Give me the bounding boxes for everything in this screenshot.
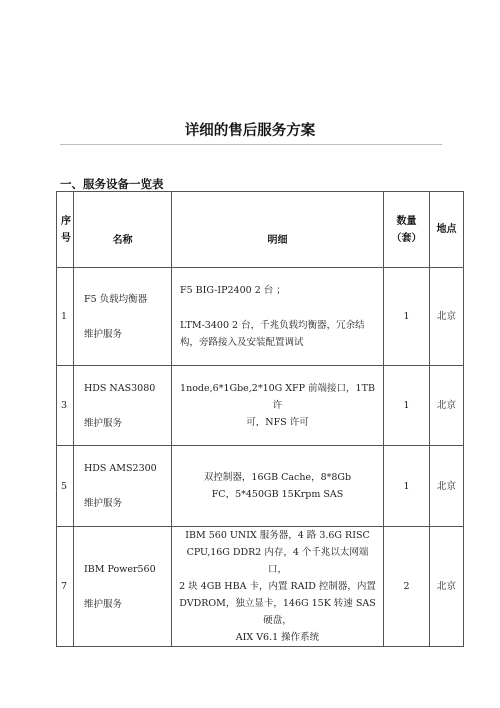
header-name: 名称 [74,192,172,268]
table-row [57,446,464,527]
table-row [57,366,464,446]
row-detail: F5 BIG-IP2400 2 台 ； LTM-3400 2 台，千兆负载均衡器，冗余结 构，旁路接入及安装配置调试 [172,268,384,366]
table-header-row [57,192,464,268]
header-qty: 数量 （套） [384,192,430,268]
row-qty: 2 [384,527,430,647]
service-equipment-table [56,191,464,647]
row-no: 7 [57,527,74,647]
table-row [57,268,464,366]
title-divider [60,144,442,145]
page-title: 详细的售后服务方案 [184,123,316,139]
row-detail: 1node,6*1Gbe,2*10G XFP 前端接口，1TB 许 可，NFS 许可 [172,366,384,446]
row-detail: IBM 560 UNIX 服务器，4 路 3.6G RISC CPU,16G DDR2 内存，4 个千兆以太网端口， 2 块 4GB HBA 卡，内置 RAID 控制器，内置 DVDROM，独立显卡，146G 15K 转速 SAS 硬盘， AIX V6.1 操作系统 [172,527,384,647]
row-no: 5 [57,446,74,527]
row-name: HDS NAS3080 维护服务 [74,366,172,446]
header-location: 地点 [430,192,464,268]
row-no: 1 [57,268,74,366]
row-location: 北京 [430,527,464,647]
section-heading: 一、服务设备一览表 [60,177,164,191]
table-row [57,527,464,647]
row-detail: 双控制器，16GB Cache，8*8Gb FC，5*450GB 15Krpm SAS [172,446,384,527]
row-qty: 1 [384,268,430,366]
row-location: 北京 [430,268,464,366]
row-name: HDS AMS2300 维护服务 [74,446,172,527]
row-no: 3 [57,366,74,446]
row-qty: 1 [384,446,430,527]
row-name: IBM Power560 维护服务 [74,527,172,647]
row-location: 北京 [430,366,464,446]
header-no: 序 号 [57,192,74,268]
row-location: 北京 [430,446,464,527]
row-qty: 1 [384,366,430,446]
header-detail: 明细 [172,192,384,268]
row-name: F5 负载均衡器 维护服务 [74,268,172,366]
